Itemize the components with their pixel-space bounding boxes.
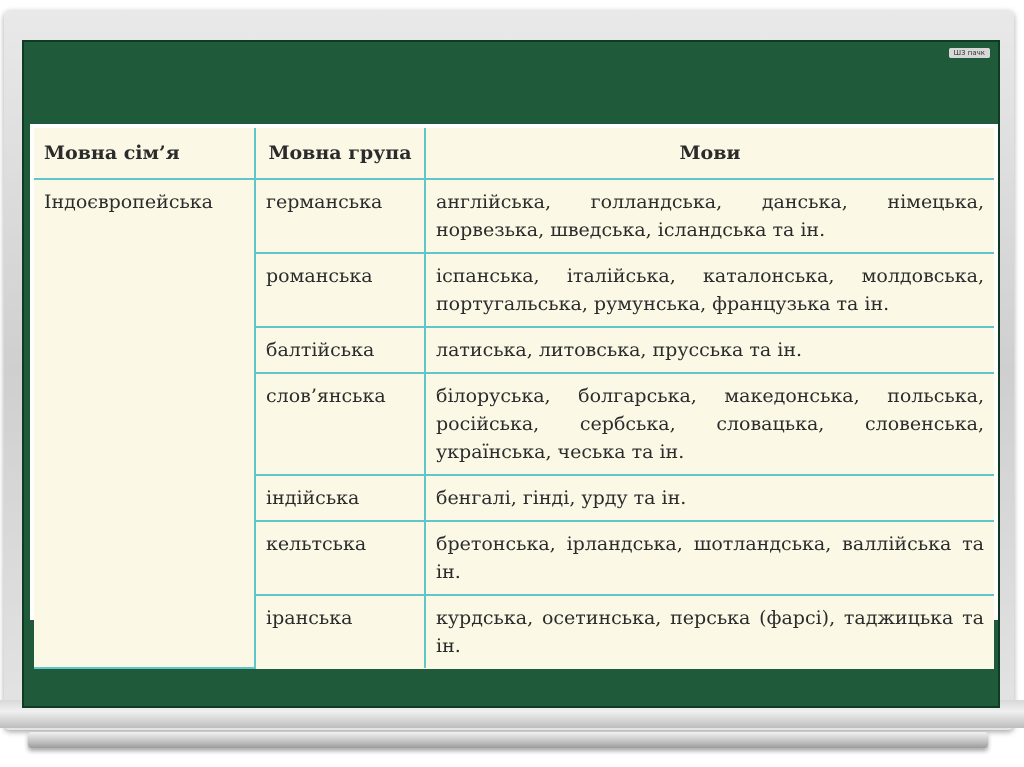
- language-table-container: [30, 124, 998, 657]
- languages-cell: курдська, осетинська, перська (фарсі), таджицька та ін.: [425, 595, 994, 668]
- languages-cell: англійська, голландська, данська, німецька, норвезька, шведська, ісландська та ін.: [425, 179, 994, 253]
- family-cell: Індоєвропейська: [34, 179, 255, 668]
- languages-cell: латиська, литовська, прусська та ін.: [425, 327, 994, 373]
- group-cell: кельтська: [255, 521, 425, 595]
- header-family: Мовна сім’я: [34, 128, 255, 179]
- board-badge: Ш3 пачк: [949, 48, 990, 58]
- group-cell: слов’янська: [255, 373, 425, 475]
- group-cell: іранська: [255, 595, 425, 668]
- languages-cell: бенгалі, гінді, урду та ін.: [425, 475, 994, 521]
- header-languages: Мови: [425, 128, 994, 179]
- whiteboard-tray: [28, 732, 988, 748]
- table-header-row: [34, 128, 994, 179]
- languages-cell: іспанська, італійська, каталонська, молдовська, португальська, румунська, французька та ін.: [425, 253, 994, 327]
- header-group: Мовна група: [255, 128, 425, 179]
- group-cell: індійська: [255, 475, 425, 521]
- group-cell: романська: [255, 253, 425, 327]
- table-row: [34, 179, 994, 253]
- language-families-table: [34, 128, 994, 669]
- group-cell: балтійська: [255, 327, 425, 373]
- languages-cell: білоруська, болгарська, македонська, польська, російська, сербська, словацька, словенська, українська, чеська та ін.: [425, 373, 994, 475]
- languages-cell: бретонська, ірландська, шотландська, валлійська та ін.: [425, 521, 994, 595]
- group-cell: германська: [255, 179, 425, 253]
